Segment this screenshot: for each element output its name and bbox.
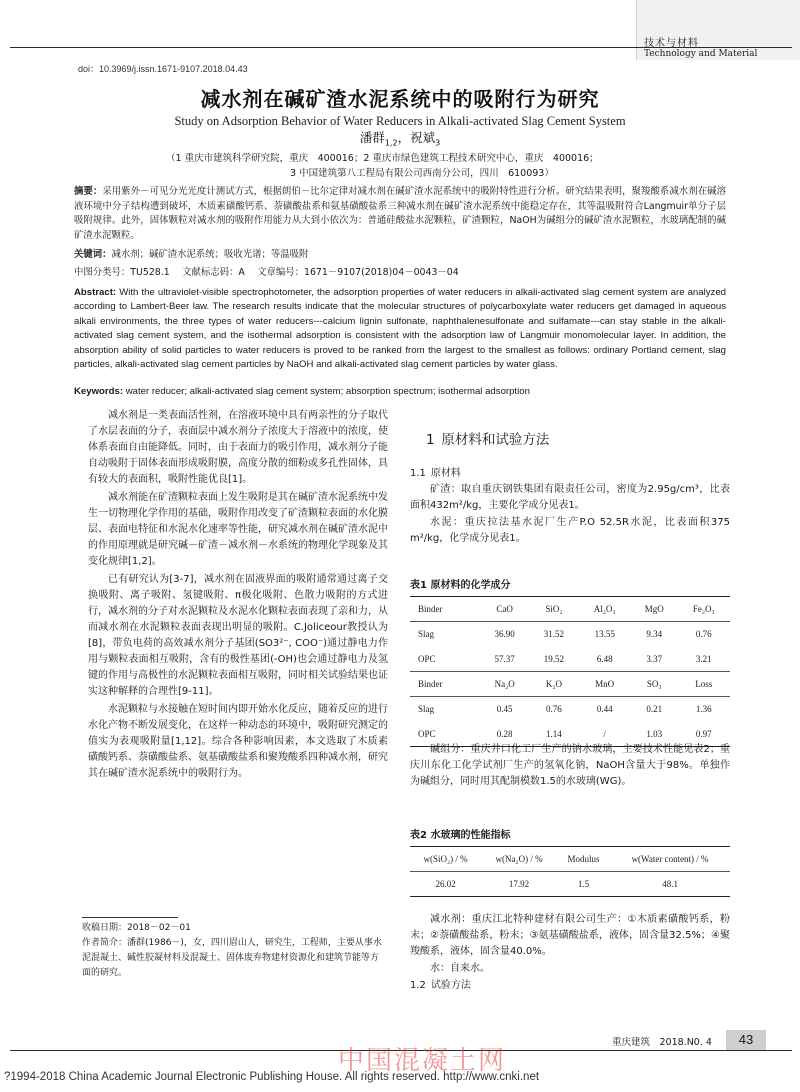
table-2 <box>410 846 730 897</box>
table-header-cell: K₂O <box>529 672 578 697</box>
table-cell: / <box>579 722 631 747</box>
section-1-title: 原材料和试验方法 <box>441 432 550 448</box>
section-name-en: Technology and Material <box>644 49 758 59</box>
table-cell: Slag <box>418 704 435 715</box>
author-1-affil: 1,2 <box>384 138 398 148</box>
table-cell: 3.21 <box>695 653 712 664</box>
table-row <box>410 872 730 897</box>
journal-issue: 重庆建筑 2018.N0. 4 <box>612 1037 712 1048</box>
table-header-cell: w(Na₂O) / % <box>481 847 557 872</box>
table-cell: 26.02 <box>410 872 481 897</box>
alkali-paragraph: 碱组分：重庆井口化工厂生产的钠水玻璃，主要技术性能见表2；重庆川东化工化学试剂厂生产的氢氧化钠，NaOH含量大于98%。单独作为碱组分，同时用其配制模数1.5的水玻璃(WG)。 <box>410 744 730 787</box>
table-cell: 48.1 <box>610 872 730 897</box>
subsection-1-1-number: 1.1 <box>410 468 426 479</box>
table-cell: 13.55 <box>594 629 615 640</box>
classification-line <box>74 264 726 278</box>
table-cell: 0.97 <box>678 722 730 747</box>
body-paragraph: 减水剂是一类表面活性剂，在溶液环境中具有两亲性的分子取代了水层表面的分子，表面层中减水剂分子浓度大于溶液中的浓度，使体系表面自由能降低。同时，由于表面力的吸引作用，减水剂分子能自动吸附于固体表面形成吸附膜，高度分散的细粉或多孔性固体，具有较大的表面积，吸附性能优良[1]。 <box>88 410 388 485</box>
alkali-block <box>410 742 730 791</box>
abstract-zh-label: 摘要： <box>74 186 103 197</box>
materials-block <box>410 466 730 548</box>
subsection-1-2-number: 1.2 <box>410 980 426 991</box>
table-cell: 0.21 <box>646 704 663 715</box>
table-cell: 0.76 <box>695 629 712 640</box>
table-cell: 1.14 <box>529 722 578 747</box>
table-row <box>410 697 730 722</box>
table-cell: 36.90 <box>494 629 515 640</box>
reducer-block <box>410 912 730 994</box>
title-en: Study on Adsorption Behavior of Water Reducers in Alkali-activated Slag Cement System <box>174 114 626 128</box>
table-cell: 9.34 <box>646 629 663 640</box>
reducer-paragraph: 减水剂：重庆江北特种建材有限公司生产：①木质素磺酸钙系，粉末；②萘磺酸盐系，粉末；③氨基磺酸盐系，液体，固含量32.5%；④聚羧酸系，液体，固含量40.0%。 <box>410 914 730 957</box>
cement-paragraph: 水泥：重庆拉法基水泥厂生产P.O 52.5R水泥，比表面积375 m²/kg，化学成分见表1。 <box>410 517 730 544</box>
table-row <box>410 647 730 672</box>
body-left-column <box>88 408 388 784</box>
body-paragraph: 水泥颗粒与水接触在短时间内即开始水化反应，随着反应的进行水化产物不断发展变化，在这样一种动态的环境中，吸附研究测定的值实为表观吸附量[1,12]。综合各种影响因素，本文选取了木质素磺酸钙系、萘磺酸盐系、氨基磺酸盐系和聚羧酸系四种减水剂，研究其在碱矿渣水泥系统中的吸附行为。 <box>88 704 388 779</box>
copyright-line: ?1994-2018 China Academic Journal Electronic Publishing House. All rights reserved. http://www.cnki.net <box>4 1071 540 1083</box>
doc-code-label: 文献标志码： <box>182 267 239 278</box>
table-header-cell: CaO <box>480 597 529 622</box>
author-separator: ， <box>397 130 411 145</box>
table-header-cell: Fe₂O₃ <box>678 597 730 622</box>
section-name-zh: 技术与材料 <box>644 38 699 49</box>
table-header-cell: Al₂O₃ <box>579 597 631 622</box>
section-1-number: 1 <box>426 432 435 448</box>
keywords-en-label: Keywords: <box>74 386 124 397</box>
received-date: 收稿日期：2018－02－01 <box>82 923 191 933</box>
abstract-zh <box>74 185 726 243</box>
table-header-cell: Modulus <box>557 847 610 872</box>
table-cell: 1.03 <box>631 722 678 747</box>
affiliation-line-2: 3 中国建筑第八工程局有限公司西南分公司，四川 610093） <box>290 168 554 179</box>
section-1-heading <box>426 428 549 448</box>
table-header-cell: Binder <box>410 672 480 697</box>
table-cell: 31.52 <box>543 629 565 640</box>
author-1: 潘群 <box>359 130 385 145</box>
doc-code-value: A <box>238 267 245 278</box>
table-header-cell: Binder <box>410 597 480 622</box>
authors <box>0 128 800 148</box>
table-cell: 0.76 <box>546 704 562 715</box>
affiliation-line-1: （1 重庆市建筑科学研究院，重庆 400016；2 重庆市绿色建筑工程技术研究中心，重庆 400016； <box>166 153 599 164</box>
table-cell: 0.45 <box>496 704 513 715</box>
table-1-header-row-2 <box>410 672 730 697</box>
table-1 <box>410 596 730 747</box>
author-2: 祝斌 <box>410 130 436 145</box>
table-header-cell: SiO₂ <box>529 597 578 622</box>
table-cell: 1.5 <box>557 872 610 897</box>
abstract-en-label: Abstract: <box>74 287 117 298</box>
table-1-header-row-1 <box>410 597 730 622</box>
title-zh: 减水剂在碱矿渣水泥系统中的吸附行为研究 <box>200 87 600 111</box>
table-row <box>410 622 730 647</box>
table-cell: 0.44 <box>596 704 613 715</box>
subsection-1-1-heading <box>410 466 730 482</box>
body-paragraph: 减水剂能在矿渣颗粒表面上发生吸附是其在碱矿渣水泥系统中发生一切物理化学作用的基础，吸附作用改变了矿渣颗粒表面的水化膜层、表面电特征和水泥水化速率等性能，研究减水剂在碱矿渣水泥中的作用原理就是研究碱－矿渣－减水剂－水系统的物理化学现象及其变化规律[1,2]。 <box>88 492 388 567</box>
table-cell: Slag <box>418 629 435 640</box>
page-number: 43 <box>726 1030 766 1050</box>
author-2-affil: 3 <box>435 138 441 148</box>
table-cell: 0.28 <box>480 722 529 747</box>
table-2-caption: 表2 水玻璃的性能指标 <box>410 830 511 841</box>
footnote <box>82 921 382 981</box>
table-header-cell: MnO <box>579 672 631 697</box>
keywords-en <box>74 386 726 397</box>
keywords-zh-text: 减水剂；碱矿渣水泥系统；吸收光谱；等温吸附 <box>111 249 309 260</box>
water-paragraph: 水：自来水。 <box>430 963 490 974</box>
article-no-label: 文章编号： <box>257 267 304 278</box>
keywords-zh-label: 关键词： <box>74 249 112 260</box>
table-header-cell: Loss <box>678 672 730 697</box>
table-2-header-row <box>410 847 730 872</box>
keywords-zh <box>74 246 726 260</box>
article-no-value: 1671－9107(2018)04－0043－04 <box>304 267 459 278</box>
table-header-cell: w(SiO₂) / % <box>410 847 481 872</box>
subsection-1-2-heading <box>410 978 730 994</box>
table-cell: OPC <box>418 653 436 664</box>
body-paragraph: 已有研究认为[3-7]，减水剂在固液界面的吸附通常通过离子交换吸附、离子吸附、氢键吸附、π极化吸附、色散力吸附的方式进行，减水剂的分子对水泥颗粒及水泥水化颗粒表面表现了亲和力，从而减水剂在水泥颗粒表面表现出明显的吸附。C.Joliceour教授认为[8]，带负电荷的高效减水剂分子基团(SO3²⁻, COO⁻)通过静电力作用与颗粒表面相互吸附，含有的极性基团(-OH)也会通过静电力及氢键的作用与高极性的水泥颗粒表面相互吸附，同时相关试验结果也证实这种解释的合理性[9-11]。 <box>88 574 388 697</box>
table-cell: 17.92 <box>481 872 557 897</box>
watermark: 中国混凝土网 <box>338 1046 507 1076</box>
abstract-en <box>74 286 726 372</box>
table-cell: 1.36 <box>695 704 712 715</box>
footnote-rule <box>82 917 178 918</box>
table-cell: 6.48 <box>596 653 613 664</box>
clc-value: TU528.1 <box>130 267 170 278</box>
abstract-zh-text: 采用紫外－可见分光光度计测试方式，根据朗伯－比尔定律对减水剂在碱矿渣水泥系统中的吸附特性进行分析。研究结果表明，聚羧酸系减水剂在碱溶液环境中分子结构遭到破坏，木质素磺酸钙系、萘磺酸盐系和氨基磺酸盐系三种减水剂在碱矿渣水泥系统中能稳定存在，其等温吸附符合Langmuir单分子层吸附规律。此外，固体颗粒对减水剂的吸附作用能力从大到小依次为：普通硅酸盐水泥颗粒，矿渣颗粒，NaOH为碱组分的碱矿渣水泥颗粒，水玻璃配制的碱矿渣水泥颗粒。 <box>74 186 726 241</box>
abstract-en-text: With the ultraviolet-visible spectrophotometer, the adsorption properties of water reducers in alkali-activated slag cement system are analyzed according to Lambert-Beer law. The research results indicate that the molecular structures of polycarboxylate water reducers get damaged in aqueous alkali environments, the three types of water reducers---calcium lignin sulfonate, naphthalenesulfonate and sulfamate---can stay stable in the alkali-activated slag cement system, and the isothermal adsorption is consistent with the adsorption law of Langmuir monomolecular layer. In addition, the absorption ability of solid particles to water reducers is proved to be ranked from the largest to the smallest as follows: ordinary Portland cement, slag particles, alkali-activated slag cement particles by NaOH and alkali-activated slag cement particles by water glass. <box>74 287 727 371</box>
table-header-cell: w(Water content) / % <box>610 847 730 872</box>
keywords-en-text: water reducer; alkali-activated slag cement system; absorption spectrum; isothermal adsorption <box>125 386 530 397</box>
subsection-1-2-title: 试验方法 <box>430 980 471 991</box>
author-bio: 作者简介：潘群(1986－)，女，四川眉山人，研究生，工程师，主要从事水泥混凝土、碱性胶凝材料及混凝土、固体废弃物建材资源化和建筑节能等方面的研究。 <box>82 938 382 978</box>
subsection-1-1-title: 原材料 <box>430 468 461 479</box>
table-cell: 3.37 <box>646 653 663 664</box>
table-header-cell: SO₃ <box>631 672 678 697</box>
table-cell: 57.37 <box>494 653 515 664</box>
doi[interactable]: doi：10.3969/j.issn.1671-9107.2018.04.43 <box>78 64 248 74</box>
clc-label: 中图分类号： <box>74 267 131 278</box>
table-cell: 19.52 <box>543 653 565 664</box>
table-header-cell: MgO <box>631 597 678 622</box>
table-header-cell: Na₂O <box>480 672 529 697</box>
table-1-caption: 表1 原材料的化学成分 <box>410 580 511 591</box>
slag-paragraph: 矿渣：取自重庆钢铁集团有限责任公司，密度为2.95g/cm³，比表面积432m²/kg，主要化学成分见表1。 <box>410 484 730 511</box>
table-cell: OPC <box>410 722 480 747</box>
